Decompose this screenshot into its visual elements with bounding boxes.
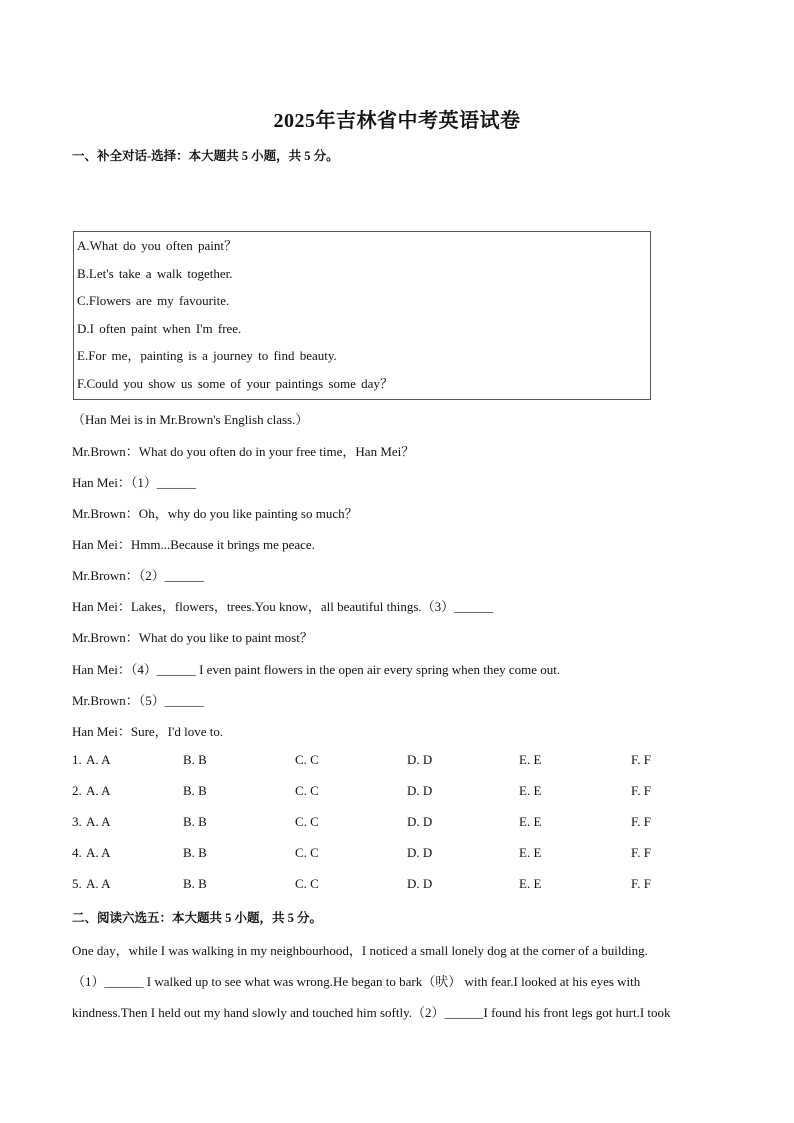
choice-e[interactable]: E. E (519, 845, 542, 860)
choice-b[interactable]: B. B (183, 814, 207, 829)
section-2-heading: 二、阅读六选五：本大题共 5 小题，共 5 分。 (72, 911, 323, 925)
passage-line: One day，while I was walking in my neighbourhood，I noticed a small lonely dog at the corner of a building. (72, 943, 648, 958)
choice-b[interactable]: B. B (183, 876, 207, 891)
dialogue-line: Mr.Brown：What do you often do in your free time，Han Mei？ (72, 444, 415, 459)
dialogue-line: Mr.Brown：What do you like to paint most？ (72, 630, 313, 645)
section-1-heading: 一、补全对话-选择：本大题共 5 小题，共 5 分。 (72, 149, 339, 163)
question-4 (72, 845, 672, 863)
dialogue-line: Mr.Brown：（2）______ (72, 568, 204, 583)
choice-a[interactable]: A. A (86, 814, 111, 829)
choice-e[interactable]: E. E (519, 876, 542, 891)
choice-d[interactable]: D. D (407, 814, 433, 829)
dialogue-line: Mr.Brown：（5）______ (72, 693, 204, 708)
choice-b[interactable]: B. B (183, 845, 207, 860)
option-e: E.For me，painting is a journey to find beauty. (77, 348, 337, 364)
question-number: 2. (72, 783, 82, 798)
dialogue-line: Han Mei：Sure，I'd love to. (72, 724, 224, 739)
option-c: C.Flowers are my favourite. (77, 293, 230, 309)
choice-f[interactable]: F. F (631, 814, 651, 829)
choice-b[interactable]: B. B (183, 783, 207, 798)
options-box (73, 231, 651, 400)
page-title: 2025年吉林省中考英语试卷 (273, 110, 521, 132)
choice-a[interactable]: A. A (86, 845, 111, 860)
passage-line: kindness.Then I held out my hand slowly and touched him softly.（2）______I found his front legs got hurt.I took (72, 1005, 671, 1020)
dialogue-line: Han Mei：（4）______ I even paint flowers in the open air every spring when they come out. (72, 662, 561, 677)
choice-b[interactable]: B. B (183, 752, 207, 767)
choice-a[interactable]: A. A (86, 876, 111, 891)
option-a: A.What do you often paint？ (77, 238, 237, 253)
choice-e[interactable]: E. E (519, 783, 542, 798)
choice-a[interactable]: A. A (86, 783, 111, 798)
question-number: 5. (72, 876, 82, 891)
question-5 (72, 876, 672, 894)
dialogue-setting: （Han Mei is in Mr.Brown's English class.） (72, 412, 309, 427)
choice-c[interactable]: C. C (295, 845, 319, 860)
choice-f[interactable]: F. F (631, 783, 651, 798)
question-2 (72, 783, 672, 801)
option-d: D.I often paint when I'm free. (77, 320, 242, 336)
passage-line: （1）______ I walked up to see what was wrong.He began to bark（吠） with fear.I looked at his eyes with (72, 974, 641, 989)
dialogue-line: Han Mei：Hmm...Because it brings me peace. (72, 537, 315, 552)
choice-d[interactable]: D. D (407, 783, 433, 798)
dialogue-line: Han Mei：（1）______ (72, 475, 196, 490)
choice-f[interactable]: F. F (631, 845, 651, 860)
question-number: 1. (72, 752, 82, 767)
choice-c[interactable]: C. C (295, 752, 319, 767)
question-1 (72, 752, 672, 770)
question-number: 4. (72, 845, 82, 860)
dialogue-line: Han Mei：Lakes，flowers，trees.You know，all beautiful things.（3）______ (72, 599, 494, 614)
choice-c[interactable]: C. C (295, 783, 319, 798)
choice-f[interactable]: F. F (631, 876, 651, 891)
choice-d[interactable]: D. D (407, 876, 433, 891)
choice-a[interactable]: A. A (86, 752, 111, 767)
choice-c[interactable]: C. C (295, 814, 319, 829)
choice-d[interactable]: D. D (407, 845, 433, 860)
option-f: F.Could you show us some of your paintings some day？ (77, 375, 393, 391)
choice-e[interactable]: E. E (519, 814, 542, 829)
question-number: 3. (72, 814, 82, 829)
dialogue-line: Mr.Brown：Oh，why do you like painting so much？ (72, 506, 358, 521)
choice-e[interactable]: E. E (519, 752, 542, 767)
choice-f[interactable]: F. F (631, 752, 651, 767)
question-3 (72, 814, 672, 832)
choice-c[interactable]: C. C (295, 876, 319, 891)
option-b: B.Let's take a walk together. (77, 265, 233, 281)
choice-d[interactable]: D. D (407, 752, 433, 767)
